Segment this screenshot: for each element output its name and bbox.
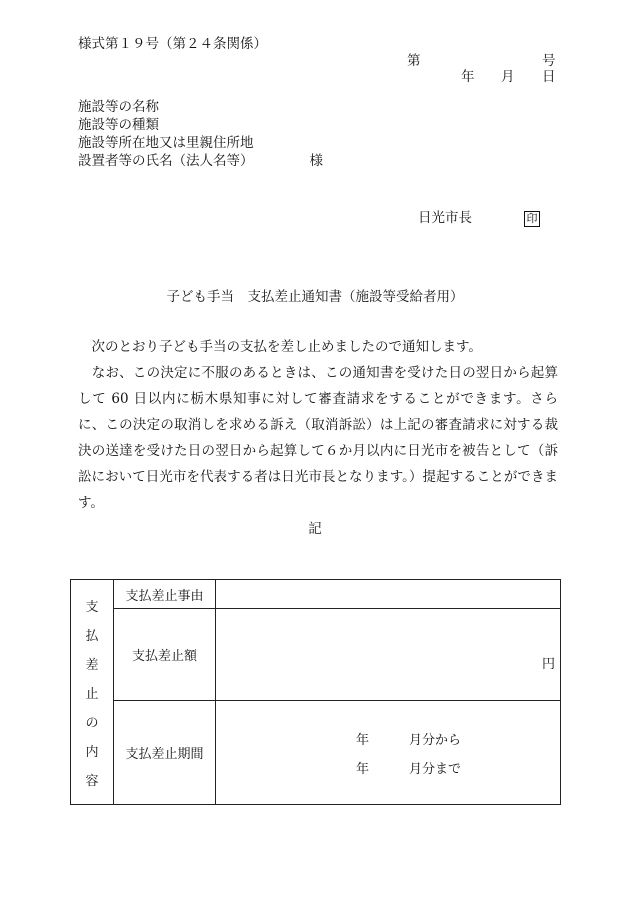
- date-month-label: 月: [501, 69, 515, 85]
- date-year-label: 年: [461, 69, 475, 85]
- facility-address-label: 施設等所在地又は里親住所地: [78, 135, 254, 151]
- suspension-details-table: [70, 579, 561, 805]
- date-day-label: 日: [542, 69, 556, 85]
- period-label: 支払差止期間: [114, 701, 216, 805]
- document-number-prefix: 第: [407, 53, 421, 69]
- side-header-char: 内: [85, 744, 99, 760]
- reason-label: 支払差止事由: [114, 580, 216, 609]
- document-number-suffix: 号: [542, 53, 556, 69]
- reason-value[interactable]: [216, 580, 561, 609]
- table-row: [71, 609, 561, 701]
- body-text: [78, 334, 558, 516]
- document-title: 子ども手当 支払差止通知書（施設等受給者用）: [166, 289, 464, 305]
- amount-label: 支払差止額: [114, 609, 216, 701]
- side-header-char: 容: [85, 773, 99, 789]
- amount-value[interactable]: [216, 609, 561, 701]
- amount-unit: 円: [541, 657, 555, 672]
- period-value[interactable]: [216, 701, 561, 805]
- form-number: 様式第１９号（第２４条関係）: [78, 36, 267, 52]
- founder-name-label: 設置者等の氏名（法人名等）: [78, 153, 254, 169]
- ki-heading: 記: [308, 521, 322, 537]
- recipient-block: [78, 98, 323, 170]
- side-header-char: 払: [85, 628, 99, 644]
- paragraph-appeal: なお、この決定に不服のあるときは、この通知書を受けた日の翌日から起算して 60 日以内に栃木県知事に対して審査請求をすることができます。さらに、この決定の取消しを求める訴え（取消訴訟）は上記の審査請求に対する裁決の送達を受けた日の翌日から起算して６か月以内に日光市を被告として（訴訟において日光市を代表する者は日光市長となります。）提起することができます。: [78, 365, 559, 511]
- honorific-sama: 様: [309, 153, 323, 169]
- issuer-title: 日光市長: [418, 210, 472, 226]
- table-row: [71, 701, 561, 805]
- paragraph-notice: 次のとおり子ども手当の支払を差し止めましたので通知します。: [91, 339, 482, 355]
- period-to: 年 月分まで: [356, 762, 462, 777]
- side-header-chars: [71, 596, 113, 789]
- seal-icon: 印: [524, 211, 540, 227]
- facility-type-label: 施設等の種類: [78, 117, 159, 133]
- side-header-char: 支: [85, 599, 99, 615]
- period-from: 年 月分から: [356, 733, 462, 748]
- side-header-char: 差: [85, 657, 99, 673]
- table-row: [71, 580, 561, 609]
- issuer-block: [418, 206, 540, 227]
- founder-name-row: [78, 152, 323, 170]
- side-header: [71, 580, 114, 805]
- side-header-char: の: [85, 715, 99, 731]
- side-header-char: 止: [85, 686, 99, 702]
- facility-name-label: 施設等の名称: [78, 99, 159, 115]
